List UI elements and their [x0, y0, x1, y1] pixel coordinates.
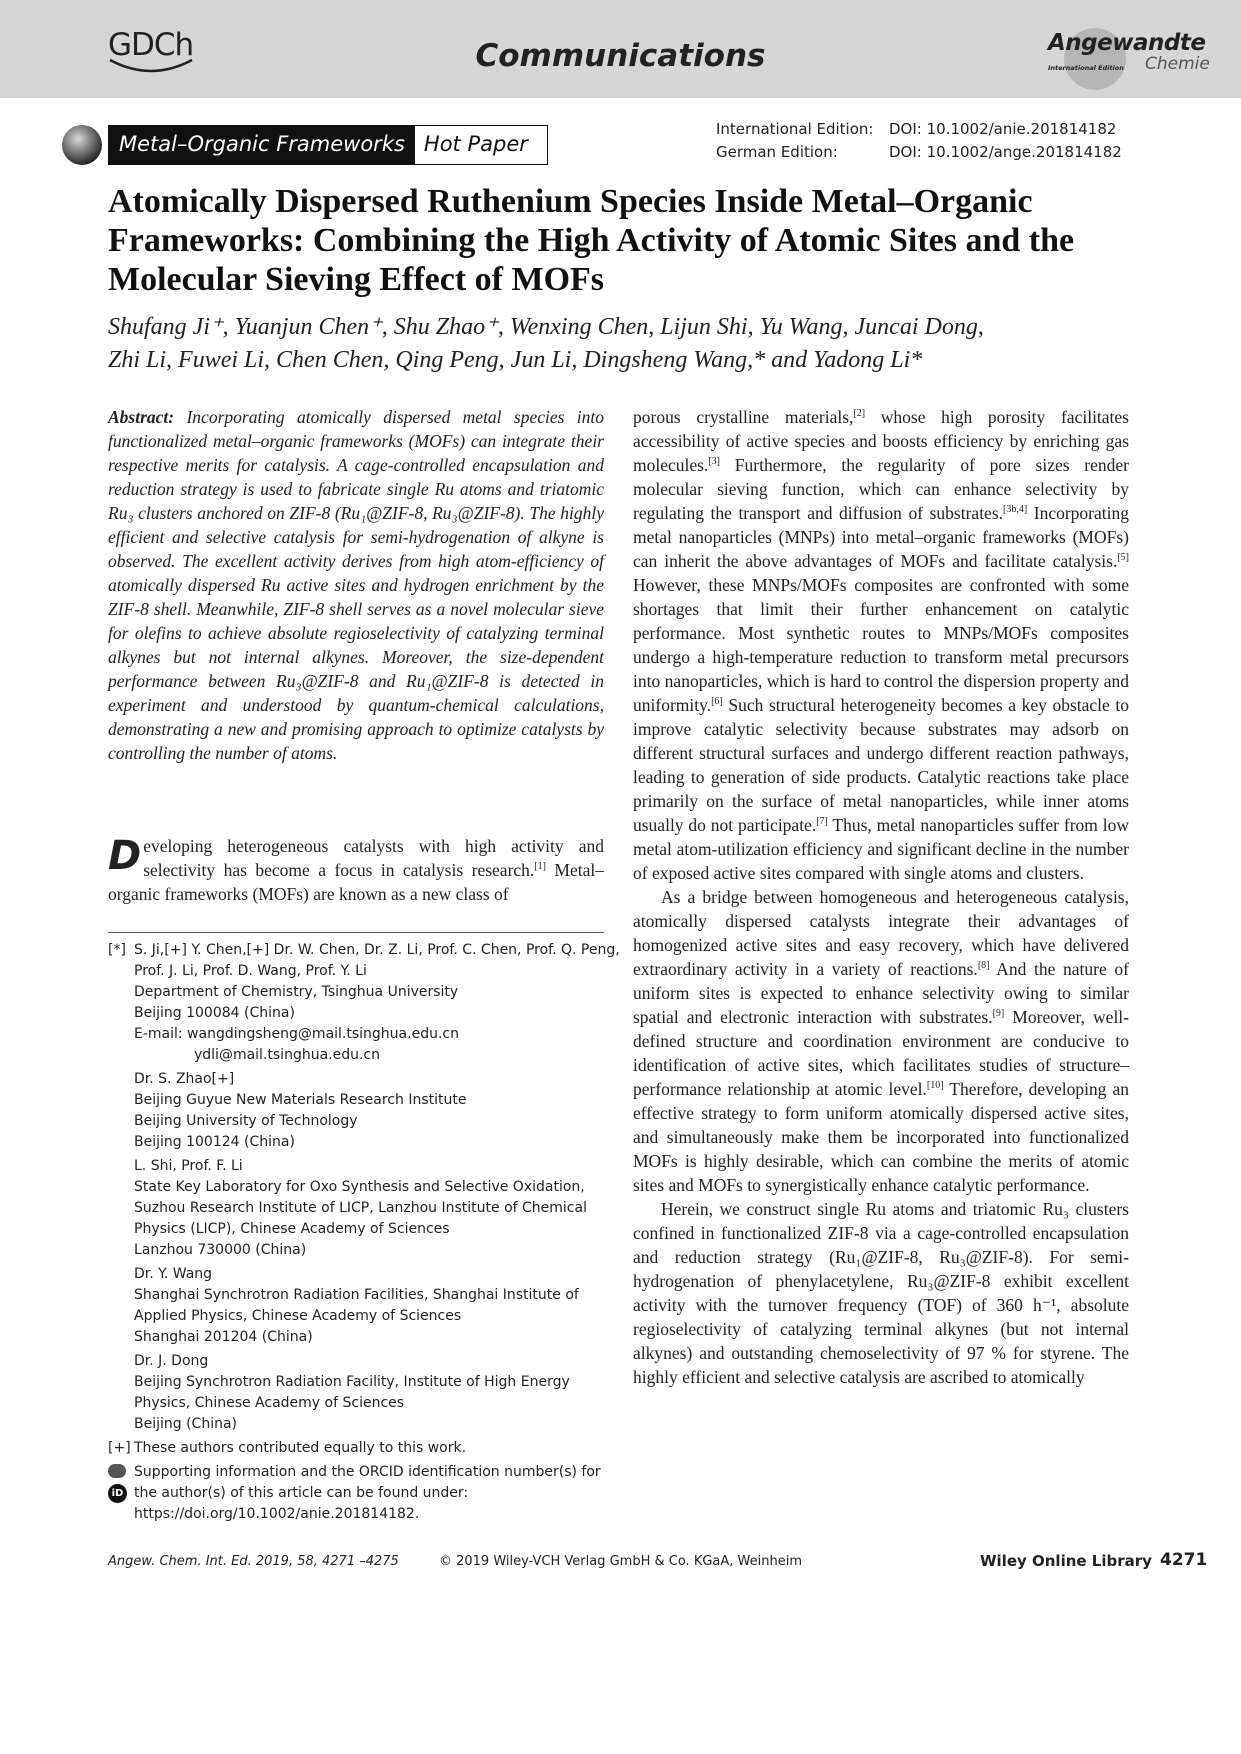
affiliation-line: Applied Physics, Chinese Academy of Sciences	[134, 1308, 462, 1324]
abstract-text: Incorporating atomically dispersed metal species into functionalized metal–organic frameworks (MOFs) can integrate their respective merits for catalysis. A cage-controlled encapsulation and reduction strategy is used to fabricate single Ru atoms and triatomic Ru₃ clusters anchored on ZIF-8 (Ru₁@ZIF-8, Ru₃@ZIF-8). The highly efficient and selective catalysis for semi-hydrogenation of alkyne is observed. The excellent activity derives from high atom-efficiency of atomically dispersed Ru active sites and hydrogen enrichment by the ZIF-8 shell. Meanwhile, ZIF-8 shell serves as a novel molecular sieve for olefins to achieve absolute regioselectivity of catalyzing terminal alkynes but not internal alkynes. Moreover, the size-dependent performance between Ru₃@ZIF-8 and Ru₁@ZIF-8 is detected in experiment and understood by quantum-chemical calculations, demonstrating a new and promising approach to optimize catalysts by controlling the number of atoms.	[108, 407, 605, 763]
doi-label: International Edition:	[716, 120, 874, 138]
body-paragraph	[633, 885, 1129, 1197]
drop-cap: D	[108, 833, 142, 879]
wiley-online-library-link[interactable]: Wiley Online Library	[980, 1552, 1152, 1570]
body-text: Therefore, developing an effective strategy to form uniform atomically dispersed active sites, and simultaneously make them be incorporated into functionalized MOFs is highly desirable, which can combine the merits of atomic sites and MOFs to synergistically enhance catalytic performance.	[633, 1079, 1130, 1195]
doi-label: German Edition:	[716, 143, 838, 161]
body-text: However, these MNPs/MOFs composites are confronted with some shortages that limit their further enhancement on catalytic performance. Most synthetic routes to MNPs/MOFs composites undergo a high-temperature reduction to transform metal precursors into nanoparticles, which is hard to control the dispersion property and uniformity.	[633, 575, 1129, 715]
intro-text: Metal–organic frameworks (MOFs) are known as a new class of	[108, 860, 604, 904]
hot-paper-tag: Hot Paper	[423, 132, 528, 156]
affiliation-line: Beijing Guyue New Materials Research Institute	[134, 1092, 467, 1108]
affiliation-line: Dr. S. Zhao[+]	[134, 1071, 235, 1087]
support-icons	[108, 1464, 128, 1503]
affiliation-line: Department of Chemistry, Tsinghua University	[134, 984, 459, 1000]
citation[interactable]: [3b,4]	[1003, 504, 1028, 516]
supporting-info-icon	[108, 1464, 126, 1478]
affiliation-line: State Key Laboratory for Oxo Synthesis and Selective Oxidation,	[134, 1179, 585, 1195]
author-line: Zhi Li, Fuwei Li, Chen Chen, Qing Peng, Jun Li, Dingsheng Wang,* and Yadong Li*	[108, 347, 923, 373]
citation[interactable]: [5]	[1117, 552, 1129, 564]
supporting-info-note	[108, 1462, 608, 1525]
doi-value[interactable]: DOI: 10.1002/ange.201814182	[889, 143, 1122, 161]
body-text: whose high porosity facilitates accessibility of active species and boosts efficiency by enriching gas molecules.	[633, 407, 1129, 475]
affiliation-line: Shanghai Synchrotron Radiation Facilities, Shanghai Institute of	[134, 1287, 579, 1303]
email-link[interactable]: ydli@mail.tsinghua.edu.cn	[194, 1047, 380, 1063]
footnotes	[108, 940, 620, 1528]
affiliation-3	[108, 1156, 608, 1261]
email-link[interactable]: E-mail: wangdingsheng@mail.tsinghua.edu.cn	[134, 1026, 459, 1042]
body-paragraph	[633, 405, 1129, 885]
affiliation-line: Beijing University of Technology	[134, 1113, 358, 1129]
citation[interactable]: [3]	[708, 456, 720, 468]
affiliation-line: Physics (LICP), Chinese Academy of Sciences	[134, 1221, 450, 1237]
citation[interactable]: [9]	[992, 1008, 1005, 1020]
affiliation-line: L. Shi, Prof. F. Li	[134, 1158, 243, 1174]
angewandte-logo-chemie: Chemie	[1145, 54, 1210, 74]
section-title: Communications	[475, 38, 766, 74]
citation[interactable]: [10]	[926, 1080, 944, 1092]
abstract-label: Abstract:	[108, 407, 175, 427]
body-text: And the nature of uniform sites is expected to enhance selectivity owing to similar spatial and electronic interaction with substrates.	[633, 959, 1129, 1027]
body-paragraph: Herein, we construct single Ru atoms and triatomic Ru₃ clusters confined in functionalized ZIF-8 via a cage-controlled encapsulation and reduction strategy (Ru₁@ZIF-8, Ru₃@ZIF-8). For semi-hydrogenation of phenylacetylene, Ru₃@ZIF-8 exhibit excellent activity with the turnover frequency (TOF) of 360 h⁻¹, absolute regioselectivity of catalyzing terminal alkynes (but not internal alkynes) and outstanding chemoselectivity of 97 % for styrene. The highly efficient and selective catalysis are ascribed to atomically	[633, 1199, 1129, 1387]
affiliation-5	[108, 1351, 608, 1435]
affiliation-line: Beijing Synchrotron Radiation Facility, Institute of High Energy	[134, 1374, 570, 1390]
affiliation-line: Prof. J. Li, Prof. D. Wang, Prof. Y. Li	[134, 963, 367, 979]
affiliation-1	[108, 940, 620, 1066]
footnote-rule	[108, 932, 604, 933]
affiliation-line: Beijing 100124 (China)	[134, 1134, 295, 1150]
affiliation-line: S. Ji,[+] Y. Chen,[+] Dr. W. Chen, Dr. Z. Li, Prof. C. Chen, Prof. Q. Peng,	[134, 942, 620, 958]
topic-sphere-icon	[62, 125, 102, 165]
body-text: Moreover, well-defined structure and coordination environment are conducive to identification of active sites, which facilitates studies of structure–performance relationship at atomic level.	[633, 1007, 1130, 1099]
supporting-info-link[interactable]: https://doi.org/10.1002/anie.201814182.	[134, 1506, 420, 1522]
header-band	[0, 0, 1241, 98]
doi-international	[716, 118, 1122, 141]
footnote-mark: [+]	[108, 1440, 131, 1456]
doi-german	[716, 141, 1122, 164]
note-text: These authors contributed equally to this work.	[134, 1440, 467, 1456]
affiliation-2	[108, 1069, 608, 1153]
affiliation-line: Beijing (China)	[134, 1416, 238, 1432]
citation[interactable]: [8]	[977, 960, 990, 972]
affiliation-line: Beijing 100084 (China)	[134, 1005, 295, 1021]
body-text: porous crystalline materials,	[633, 407, 854, 427]
affiliation-line: Physics, Chinese Academy of Sciences	[134, 1395, 405, 1411]
gdch-logo-text: GDCh	[108, 27, 194, 63]
article-title: Atomically Dispersed Ruthenium Species Inside Metal–Organic Frameworks: Combining the High Activity of Atomic Sites and the Molecular Sieving Effect of MOFs	[108, 183, 1075, 298]
journal-citation: Angew. Chem. Int. Ed. 2019, 58, 4271 –4275	[108, 1554, 399, 1569]
angewandte-logo-name: Angewandte	[1048, 30, 1206, 56]
body-text: Incorporating metal nanoparticles (MNPs) into metal–organic frameworks (MOFs) can inherit the above advantages of MOFs and facilitate catalysis.	[633, 503, 1129, 571]
author-list	[108, 311, 1148, 377]
citation[interactable]: [1]	[534, 861, 546, 873]
orcid-icon: iD	[108, 1484, 127, 1503]
affiliation-line: Shanghai 201204 (China)	[134, 1329, 313, 1345]
affiliation-line: Suzhou Research Institute of LICP, Lanzhou Institute of Chemical	[134, 1200, 587, 1216]
citation[interactable]: [6]	[711, 696, 723, 708]
body-text: As a bridge between homogeneous and heterogeneous catalysis, atomically dispersed catalysts integrate their advantages of homogenized active sites and easy recovery, which have delivered extraordinary activity in a variety of reactions.	[633, 887, 1129, 979]
abstract	[108, 405, 604, 765]
intro-paragraph	[108, 834, 604, 906]
copyright: © 2019 Wiley-VCH Verlag GmbH & Co. KGaA, Weinheim	[438, 1554, 802, 1569]
affiliation-line: Dr. Y. Wang	[134, 1266, 213, 1282]
doi-value[interactable]: DOI: 10.1002/anie.201814182	[889, 120, 1117, 138]
doi-block	[716, 118, 1122, 164]
affiliation-4	[108, 1264, 608, 1348]
page-footer	[0, 1552, 1241, 1576]
citation[interactable]: [2]	[853, 408, 866, 420]
topic-label: Metal–Organic Frameworks	[109, 126, 415, 164]
angewandte-logo-edition: International Edition	[1048, 64, 1124, 72]
body-text: Thus, metal nanoparticles suffer from low metal atom-utilization efficiency and significant decline in the number of exposed active sites compared with single atoms and clusters.	[633, 815, 1129, 883]
equal-contribution-note	[108, 1438, 608, 1459]
right-column	[633, 405, 1129, 1389]
note-text: the author(s) of this article can be found under:	[134, 1485, 469, 1501]
body-text: Such structural heterogeneity becomes a key obstacle to improve catalytic selectivity because substrates may adsorb on different structural surfaces and undergo different reaction pathways, leading to generation of side products. Catalytic reactions take place primarily on the surface of metal nanoparticles, while inner atoms usually do not participate.	[633, 695, 1129, 835]
intro-text: eveloping heterogeneous catalysts with high activity and selectivity has become a focus in catalysis research.	[143, 836, 604, 880]
note-text: Supporting information and the ORCID identification number(s) for	[134, 1464, 601, 1480]
footnote-mark: [*]	[108, 942, 126, 958]
affiliation-line: Lanzhou 730000 (China)	[134, 1242, 307, 1258]
topic-banner	[108, 125, 548, 165]
page-number: 4271	[1160, 1550, 1208, 1570]
body-text: Furthermore, the regularity of pore sizes render molecular sieving function, which can enhance selectivity by regulating the transport and diffusion of substrates.	[633, 455, 1129, 523]
affiliation-line: Dr. J. Dong	[134, 1353, 209, 1369]
citation[interactable]: [7]	[816, 816, 828, 828]
author-line: Shufang Ji⁺, Yuanjun Chen⁺, Shu Zhao⁺, Wenxing Chen, Lijun Shi, Yu Wang, Juncai Dong,	[108, 314, 984, 340]
